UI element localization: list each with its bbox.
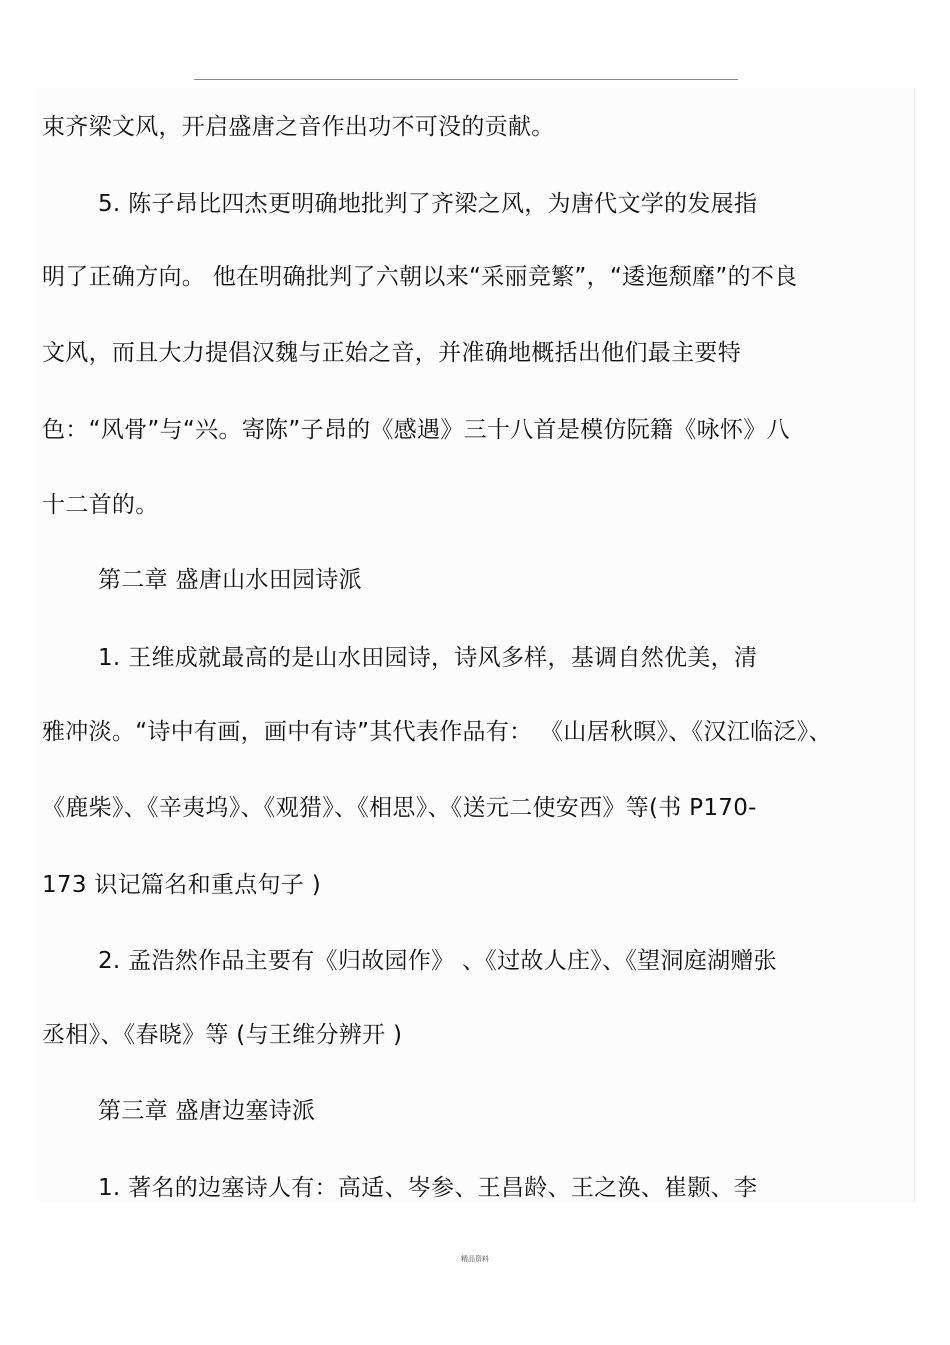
text-line: 173 识记篇名和重点句子 ) <box>42 872 321 898</box>
text-line: 2. 孟浩然作品主要有《归故园作》 、《过故人庄》、《望洞庭湖赠张 <box>98 948 777 974</box>
text-line: 明了正确方向。 他在明确批判了六朝以来“采丽竞繁”，“逶迤颓靡”的不良 <box>42 264 798 290</box>
text-line: 1. 著名的边塞诗人有：高适、岑参、王昌龄、王之涣、崔颢、李 <box>98 1175 758 1201</box>
text-line: 丞相》、《春晓》等 (与王维分辨开 ) <box>42 1022 403 1048</box>
text-line: 《鹿柴》、《辛夷坞》、《观猎》、《相思》、《送元二使安西》等(书 P170- <box>42 795 757 821</box>
chapter-heading: 第三章 盛唐边塞诗派 <box>98 1098 316 1124</box>
page-footer: 精品资料 <box>461 1255 489 1263</box>
text-line: 雅冲淡。“诗中有画，画中有诗”其代表作品有： 《山居秋暝》、《汉江临泛》、 <box>42 719 832 745</box>
text-line: 5. 陈子昂比四杰更明确地批判了齐梁之风，为唐代文学的发展指 <box>98 191 758 217</box>
text-line: 1. 王维成就最高的是山水田园诗，诗风多样，基调自然优美，清 <box>98 645 758 671</box>
header-rule <box>194 79 738 80</box>
text-line: 文风，而且大力提倡汉魏与正始之音，并准确地概括出他们最主要特 <box>42 340 741 366</box>
chapter-heading: 第二章 盛唐山水田园诗派 <box>98 567 362 593</box>
text-line: 束齐梁文风，开启盛唐之音作出功不可没的贡献。 <box>42 114 555 140</box>
text-line: 十二首的。 <box>42 492 159 518</box>
text-line: 色：“风骨”与“兴。寄陈”子昂的《感遇》三十八首是模仿阮籍《咏怀》八 <box>42 417 790 443</box>
